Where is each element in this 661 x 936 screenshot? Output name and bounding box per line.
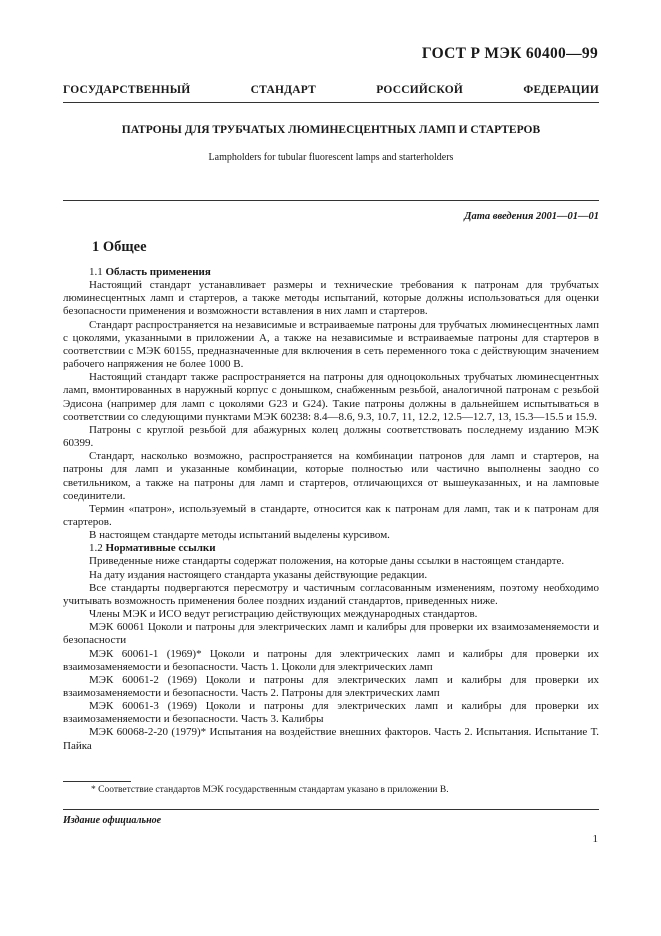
reference-entry: МЭК 60061-2 (1969) Цоколи и патроны для электрических ламп и калибры для проверки их взаимозаменяемости и безопасности. Часть 2. Патроны для электрических ламп — [63, 673, 599, 699]
paragraph: Приведенные ниже стандарты содержат положения, на которые даны ссылки в настоящем стандарте. — [89, 555, 565, 568]
state-standard-heading: ГОСУДАРСТВЕННЫЙ СТАНДАРТ РОССИЙСКОЙ ФЕДЕРАЦИИ — [63, 84, 599, 96]
paragraph: Стандарт распространяется на независимые и встраиваемые патроны для трубчатых люминесцентных ламп с цоколями, указанными в приложении А, а также на независимые и встраиваемые патроны для стартеров в соответствии с МЭК 60155, предназначенные для включения в сеть переменного тока с действующим значением рабочего напряжения не более 1000 В. — [63, 318, 599, 371]
section-heading: 1 Общее — [92, 239, 147, 255]
document-title-ru: ПАТРОНЫ ДЛЯ ТРУБЧАТЫХ ЛЮМИНЕСЦЕНТНЫХ ЛАМП И СТАРТЕРОВ — [121, 124, 541, 136]
standard-designation: ГОСТ Р МЭК 60400—99 — [421, 45, 598, 62]
reference-entry: МЭК 60061-3 (1969) Цоколи и патроны для электрических ламп и калибры для проверки их взаимозаменяемости и безопасности. Часть 3. Калибры — [63, 700, 599, 726]
paragraph: Термин «патрон», используемый в стандарте, относится как к патронам для ламп, так и к патронам для стартеров. — [63, 502, 599, 528]
paragraph: Патроны с круглой резьбой для абажурных колец должны соответствовать последнему изданию МЭК 60399. — [63, 423, 599, 450]
footer-divider — [63, 809, 599, 810]
paragraph: Настоящий стандарт устанавливает размеры и технические требования к патронам для трубчатых люминесцентных ламп и стартеров, а также методы испытаний, которые должны использоваться для оценки безопасности применения и возможности вставления в них ламп и стартеров. — [63, 279, 599, 318]
subsection-heading — [63, 542, 599, 555]
reference-entry: МЭК 60061 Цоколи и патроны для электрических ламп и калибры для проверки их взаимозаменяемости и безопасности — [63, 621, 599, 647]
effective-date: Дата введения 2001—01—01 — [464, 211, 599, 222]
paragraph: Настоящий стандарт также распространяется на патроны для одноцокольных трубчатых люминесцентных ламп, вмонтированных в наружный корпус с донышком, снабженным резьбой, аналогичной патронам с резьбой Эдисона (например для ламп с цоколями G23 и G24). Такие патроны должны в дальнейшем испытываться в соответствии со следующими пунктами МЭК 60238: 8.4—8.6, 9.3, 10.7, 11, 12.2, 12.5—12.7, 13, 15.3—15.5 и 15.9. — [63, 371, 599, 423]
edition-label: Издание официальное — [63, 815, 162, 826]
reference-entry: МЭК 60068-2-20 (1979)* Испытания на воздействие внешних факторов. Часть 2. Испытания. Испытание Т. Пайка — [63, 726, 599, 752]
paragraph: Члены МЭК и ИСО ведут регистрацию действующих международных стандартов. — [89, 608, 478, 621]
paragraph: На дату издания настоящего стандарта указаны действующие редакции. — [89, 568, 428, 581]
footnote-divider — [63, 781, 131, 782]
subsection-number: 1.2 — [89, 542, 103, 555]
footnote: * Соответствие стандартов МЭК государственным стандартам указано в приложении В. — [91, 785, 449, 795]
subsection-number: 1.1 — [89, 266, 103, 278]
header-divider — [63, 102, 599, 103]
page-number: 1 — [592, 833, 598, 845]
subsection-title: Область применения — [105, 266, 211, 278]
paragraph: Все стандарты подвергаются пересмотру и частичным согласованным изменениям, поэтому необходимо учитывать возможность применения более поздних изданий стандартов, приведенных ниже. — [63, 581, 599, 607]
document-title-en: Lampholders for tubular fluorescent lamps and starterholders — [208, 152, 454, 163]
body-text — [63, 266, 599, 753]
paragraph: В настоящем стандарте методы испытаний выделены курсивом. — [89, 529, 390, 542]
subsection-heading — [63, 266, 599, 279]
subsection-title: Нормативные ссылки — [105, 542, 216, 555]
reference-entry: МЭК 60061-1 (1969)* Цоколи и патроны для электрических ламп и калибры для проверки их взаимозаменяемости и безопасности. Часть 1. Цоколи для электрических ламп — [63, 647, 599, 673]
title-divider — [63, 200, 599, 201]
paragraph: Стандарт, насколько возможно, распространяется на комбинации патронов для ламп и стартеров, на патроны для ламп и указанные комбинации, которые полностью или частично выполнены заодно со светильником, а также на патроны для ламп и стартеров, отличающихся от вышеуказанных, и на ламповые соединители. — [63, 450, 599, 502]
